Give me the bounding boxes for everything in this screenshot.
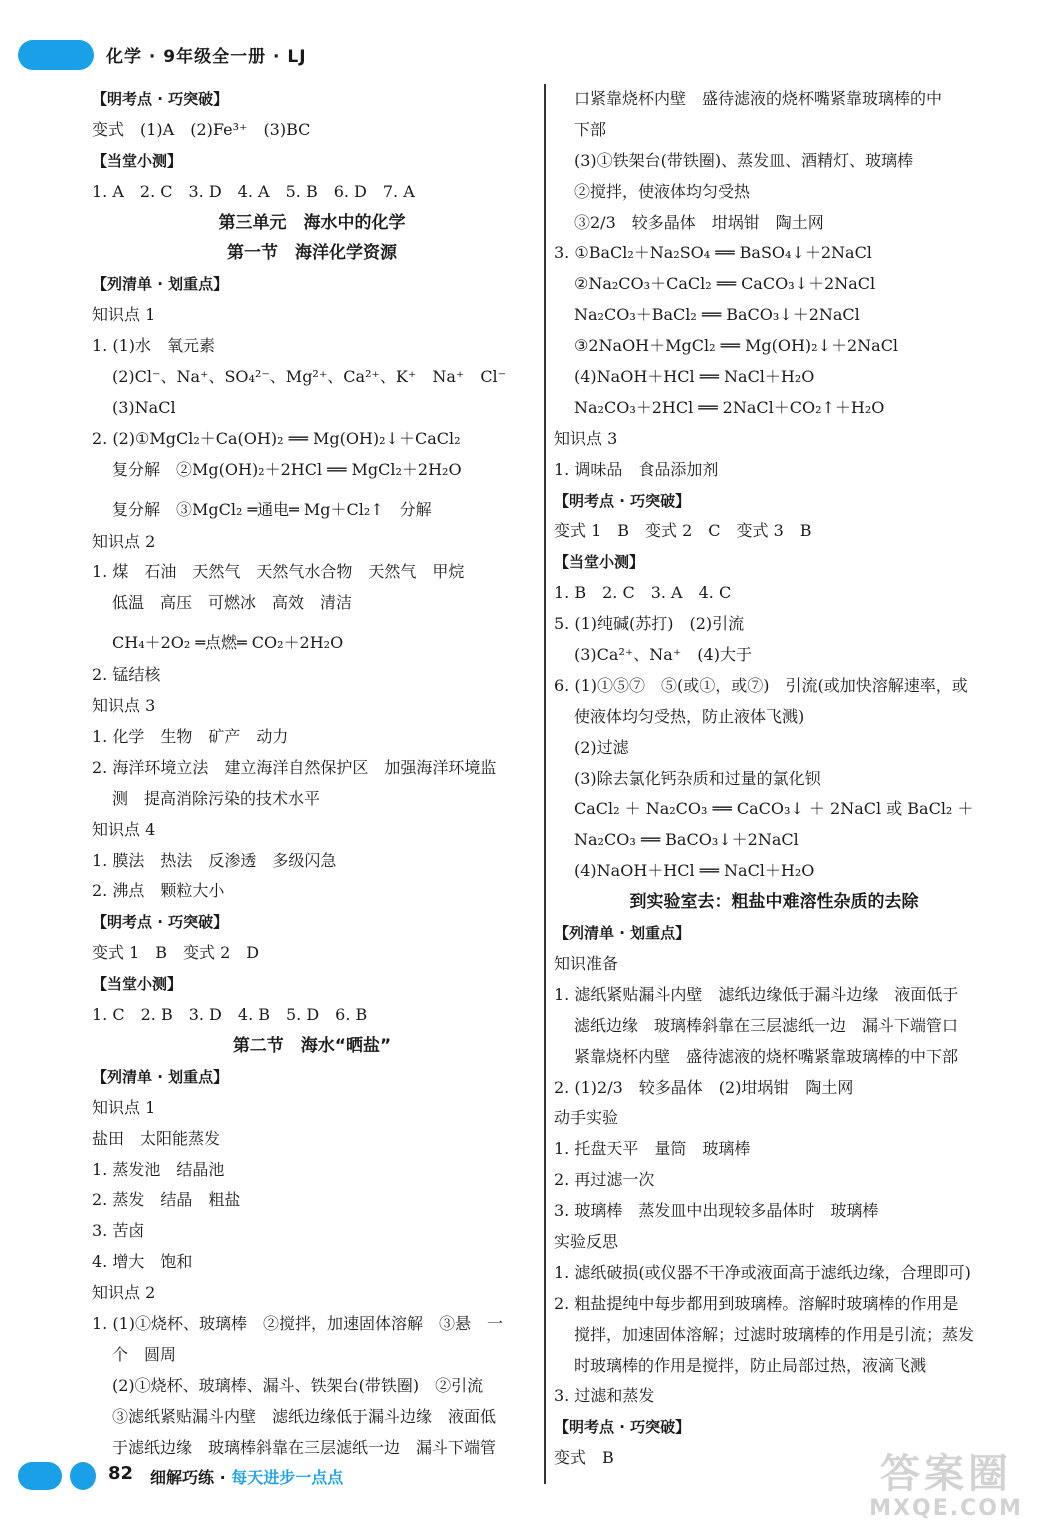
- right-line: 1. 滤纸紧贴漏斗内壁 滤纸边缘低于漏斗边缘 液面低于: [554, 984, 959, 1004]
- right-line: 2. (1)2/3 较多晶体 (2)坩埚钳 陶土网: [554, 1077, 854, 1097]
- right-line: 1. 调味品 食品添加剂: [554, 459, 719, 479]
- left-line: 知识点 3: [92, 696, 156, 716]
- left-line: 第三单元 海水中的化学: [218, 212, 406, 233]
- left-line: 2. 蒸发 结晶 粗盐: [92, 1190, 241, 1210]
- right-line: CaCl₂ ＋ Na₂CO₃ ══ CaCO₃↓ ＋ 2NaCl 或 BaCl₂ ＋: [574, 799, 974, 819]
- right-line: 紧靠烧杯内壁 盛待滤液的烧杯嘴紧靠玻璃棒的中下部: [574, 1046, 959, 1066]
- right-line: 1. 滤纸破损(或仪器不干净或液面高于滤纸边缘，合理即可): [554, 1262, 971, 1282]
- right-line: Na₂CO₃＋2HCl ══ 2NaCl＋CO₂↑＋H₂O: [574, 397, 885, 417]
- footer-accent-pill: [18, 1462, 62, 1490]
- left-line: 1. 煤 石油 天然气 天然气水合物 天然气 甲烷: [92, 562, 465, 582]
- right-line: 3. 过滤和蒸发: [554, 1386, 655, 1406]
- left-line: 知识点 4: [92, 819, 156, 839]
- left-line: 1. C 2. B 3. D 4. B 5. D 6. B: [92, 1005, 368, 1025]
- right-line: 【列清单 · 划重点】: [554, 924, 691, 943]
- left-line: 变式 1 B 变式 2 D: [92, 943, 260, 963]
- left-line: (3)NaCl: [112, 397, 176, 417]
- right-line: Na₂CO₃ ══ BaCO₃↓＋2NaCl: [574, 830, 799, 850]
- right-line: 【明考点 · 巧突破】: [554, 491, 691, 510]
- right-line: 动手实验: [554, 1108, 619, 1128]
- left-line: 知识点 2: [92, 1283, 156, 1303]
- left-line: 2. 海洋环境立法 建立海洋自然保护区 加强海洋环境监: [92, 757, 497, 777]
- left-line: 3. 苦卤: [92, 1221, 145, 1241]
- right-line: (3)除去氯化钙杂质和过量的氯化钡: [574, 768, 821, 788]
- left-line: 变式 (1)A (2)Fe³⁺ (3)BC: [92, 119, 311, 139]
- right-line: 【当堂小测】: [554, 553, 645, 572]
- right-line: 使液体均匀受热，防止液体飞溅): [574, 706, 805, 726]
- right-line: 时玻璃棒的作用是搅拌，防止局部过热，液滴飞溅: [574, 1355, 927, 1375]
- watermark-line2: MXQE.COM: [869, 1496, 1023, 1521]
- right-line: 到实验室去：粗盐中难溶性杂质的去除: [629, 892, 919, 913]
- left-line: 1. A 2. C 3. D 4. A 5. B 6. D 7. A: [92, 181, 415, 201]
- left-line: 于滤纸边缘 玻璃棒斜靠在三层滤纸一边 漏斗下端管: [112, 1437, 497, 1457]
- watermark-line1: 答案圈: [880, 1451, 1012, 1497]
- right-line: 实验反思: [554, 1231, 619, 1251]
- right-line: (4)NaOH＋HCl ══ NaCl＋H₂O: [574, 861, 815, 881]
- left-line: 知识点 1: [92, 305, 156, 325]
- watermark: [862, 1452, 1030, 1524]
- left-line: CH₄＋2O₂ ═点燃═ CO₂＋2H₂O: [112, 633, 344, 653]
- left-line: 复分解 ③MgCl₂ ═通电═ Mg＋Cl₂↑ 分解: [112, 499, 432, 519]
- right-line: ②搅拌，使液体均匀受热: [574, 181, 751, 201]
- left-line: 个 圆周: [112, 1344, 177, 1364]
- left-line: 4. 增大 饱和: [92, 1252, 193, 1272]
- right-column: [554, 84, 994, 1474]
- left-line: 2. 锰结核: [92, 665, 161, 685]
- left-line: 2. (2)①MgCl₂＋Ca(OH)₂ ══ Mg(OH)₂↓＋CaCl₂: [92, 428, 461, 448]
- footer-accent-dot: [70, 1462, 96, 1490]
- right-line: (2)过滤: [574, 737, 629, 757]
- left-line: 知识点 1: [92, 1097, 156, 1117]
- left-line: 【列清单 · 划重点】: [92, 275, 229, 294]
- footer-brand: 细解巧练 ·: [150, 1468, 232, 1487]
- right-line: 2. 再过滤一次: [554, 1170, 655, 1190]
- left-line: 盐田 太阳能蒸发: [92, 1128, 221, 1148]
- left-column: [92, 84, 532, 1463]
- right-line: 口紧靠烧杯内壁 盛待滤液的烧杯嘴紧靠玻璃棒的中: [574, 89, 943, 108]
- right-line: ③2/3 较多晶体 坩埚钳 陶土网: [574, 212, 824, 232]
- left-line: 1. (1)水 氧元素: [92, 336, 216, 356]
- left-line: 【列清单 · 划重点】: [92, 1067, 229, 1086]
- footer-text: [150, 1465, 343, 1488]
- right-line: 2. 粗盐提纯中每步都用到玻璃棒。溶解时玻璃棒的作用是: [554, 1293, 959, 1313]
- left-line: 低温 高压 可燃冰 高效 清洁: [112, 593, 353, 613]
- right-line: 知识点 3: [554, 428, 618, 448]
- left-line: 1. (1)①烧杯、玻璃棒 ②搅拌，加速固体溶解 ③悬 一: [92, 1313, 504, 1333]
- header-accent-bar: [18, 40, 94, 70]
- right-line: ②Na₂CO₃＋CaCl₂ ══ CaCO₃↓＋2NaCl: [574, 274, 876, 294]
- left-line: (2)Cl⁻、Na⁺、SO₄²⁻、Mg²⁺、Ca²⁺、K⁺ Na⁺ Cl⁻: [112, 367, 507, 387]
- right-line: ③2NaOH＋MgCl₂ ══ Mg(OH)₂↓＋2NaCl: [574, 336, 899, 356]
- left-line: 测 提高消除污染的技术水平: [112, 788, 321, 808]
- page-number: 82: [108, 1463, 134, 1484]
- left-line: 1. 蒸发池 结晶池: [92, 1159, 225, 1179]
- left-line: 第二节 海水“晒盐”: [232, 1035, 392, 1056]
- right-line: 下部: [574, 119, 607, 139]
- left-line: 1. 膜法 热法 反渗透 多级闪急: [92, 850, 337, 870]
- left-line: ③滤纸紧贴漏斗内壁 滤纸边缘低于漏斗边缘 液面低: [112, 1406, 497, 1426]
- right-line: 变式 B: [554, 1448, 614, 1468]
- right-line: 1. 托盘天平 量筒 玻璃棒: [554, 1139, 751, 1159]
- right-line: 滤纸边缘 玻璃棒斜靠在三层滤纸一边 漏斗下端管口: [574, 1015, 959, 1035]
- left-line: 复分解 ②Mg(OH)₂＋2HCl ══ MgCl₂＋2H₂O: [112, 459, 462, 479]
- right-line: (3)Ca²⁺、Na⁺ (4)大于: [574, 645, 752, 665]
- right-line: 变式 1 B 变式 2 C 变式 3 B: [554, 521, 812, 541]
- right-line: (4)NaOH＋HCl ══ NaCl＋H₂O: [574, 367, 815, 387]
- left-line: 【当堂小测】: [92, 151, 183, 170]
- left-line: 2. 沸点 颗粒大小: [92, 881, 225, 901]
- right-line: 6. (1)①⑤⑦ ⑤(或①，或⑦) 引流(或加快溶解速率，或: [554, 675, 968, 695]
- left-line: 【明考点 · 巧突破】: [92, 90, 229, 108]
- right-line: Na₂CO₃＋BaCl₂ ══ BaCO₃↓＋2NaCl: [574, 305, 860, 325]
- left-line: 1. 化学 生物 矿产 动力: [92, 727, 289, 747]
- left-line: (2)①烧杯、玻璃棒、漏斗、铁架台(带铁圈) ②引流: [112, 1375, 484, 1395]
- left-line: 第一节 海洋化学资源: [227, 243, 397, 264]
- right-line: 5. (1)纯碱(苏打) (2)引流: [554, 614, 745, 634]
- column-divider: [544, 84, 546, 1484]
- right-line: 【明考点 · 巧突破】: [554, 1418, 691, 1437]
- right-line: 知识准备: [554, 953, 619, 973]
- header-title: 化学 · 9年级全一册 · LJ: [106, 47, 307, 67]
- right-line: 搅拌，加速固体溶解；过滤时玻璃棒的作用是引流；蒸发: [574, 1324, 975, 1344]
- right-line: 3. 玻璃棒 蒸发皿中出现较多晶体时 玻璃棒: [554, 1201, 879, 1221]
- left-line: 【当堂小测】: [92, 975, 183, 994]
- right-line: (3)①铁架台(带铁圈)、蒸发皿、酒精灯、玻璃棒: [574, 150, 914, 170]
- left-line: 【明考点 · 巧突破】: [92, 913, 229, 932]
- right-line: 1. B 2. C 3. A 4. C: [554, 583, 732, 603]
- left-line: 知识点 2: [92, 531, 156, 551]
- footer-slogan: 每天进步一点点: [231, 1468, 344, 1487]
- right-line: 3. ①BaCl₂＋Na₂SO₄ ══ BaSO₄↓＋2NaCl: [554, 243, 872, 263]
